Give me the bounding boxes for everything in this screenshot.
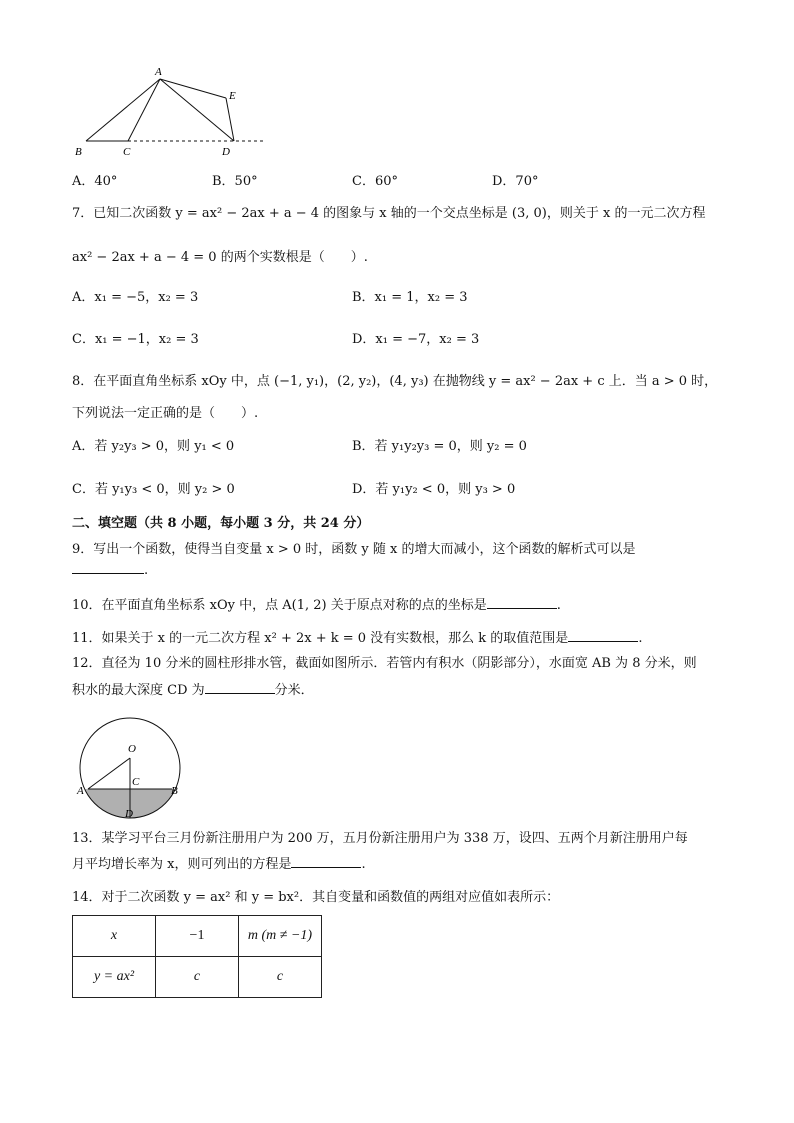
q13-line2-head: 月平均增长率为 x，则可列出的方程是 (72, 857, 292, 872)
q6-option-d: D．70° (492, 174, 539, 189)
q7-option-d: D．x₁ = −7，x₂ = 3 (352, 332, 480, 347)
q7-option-a: A．x₁ = −5，x₂ = 3 (72, 290, 199, 305)
table-cell: y = ax² (73, 957, 156, 998)
table-cell: c (239, 957, 322, 998)
q10-answer-blank[interactable] (487, 595, 557, 609)
label-B: B (75, 146, 82, 158)
q12-line1: 12．直径为 10 分米的圆柱形排水管，截面如图所示．若管内有积水（阴影部分），水面宽 AB 为 8 分米，则 (72, 656, 697, 671)
q10-tail: . (556, 598, 561, 613)
q8-line2: 下列说法一定正确的是（ ）. (72, 406, 259, 421)
q6-option-b: B．50° (212, 174, 258, 189)
q8-line1: 8．在平面直角坐标系 xOy 中，点 (−1, y₁)，(2, y₂)，(4, y₃) 在抛物线 y = ax² − 2ax + c 上．当 a > 0 时， (72, 374, 718, 389)
label-C: C (123, 146, 131, 158)
q8-option-c: C．若 y₁y₃ < 0，则 y₂ > 0 (72, 482, 235, 497)
q11-text: 11．如果关于 x 的一元二次方程 x² + 2x + k = 0 没有实数根，那么 k 的取值范围是 (72, 631, 569, 646)
table-cell: −1 (156, 916, 239, 957)
q12-line2 (72, 679, 314, 698)
q7-line2: ax² − 2ax + a − 4 = 0 的两个实数根是（ ）. (72, 250, 368, 265)
q13-line2-tail: . (361, 857, 366, 872)
label-O: O (128, 743, 136, 755)
q11-answer-blank[interactable] (568, 628, 638, 642)
q9-answer-blank[interactable] (72, 560, 144, 574)
section-heading: 二、填空题（共 8 小题，每小题 3 分，共 24 分） (72, 516, 370, 531)
label-E: E (229, 90, 236, 102)
q13-line2 (72, 853, 366, 872)
q14-table (72, 915, 322, 998)
label-B: B (171, 785, 178, 797)
q6-option-a: A．40° (72, 174, 118, 189)
q11-tail: . (638, 631, 643, 646)
table-cell: x (73, 916, 156, 957)
q9-line1: 9．写出一个函数，使得当自变量 x > 0 时，函数 y 随 x 的增大而减小，这个函数的解析式可以是 (72, 542, 636, 557)
q7-option-c: C．x₁ = −1，x₂ = 3 (72, 332, 199, 347)
q10-text: 10．在平面直角坐标系 xOy 中，点 A(1, 2) 关于原点对称的点的坐标是 (72, 598, 487, 613)
table-cell: c (156, 957, 239, 998)
table-row (73, 916, 322, 957)
water-region (70, 789, 220, 824)
q13-answer-blank[interactable] (291, 854, 361, 868)
label-D: D (222, 146, 230, 158)
q10-line (72, 594, 561, 613)
pipe-cross-section-figure (70, 702, 220, 824)
q8-option-b: B．若 y₁y₂y₃ = 0，则 y₂ = 0 (352, 439, 527, 454)
q8-option-d: D．若 y₁y₂ < 0，则 y₃ > 0 (352, 482, 516, 497)
q7-line1: 7．已知二次函数 y = ax² − 2ax + a − 4 的图象与 x 轴的一个交点坐标是 (3, 0)，则关于 x 的一元二次方程 (72, 206, 706, 221)
q13-line1: 13．某学习平台三月份新注册用户为 200 万，五月份新注册用户为 338 万，设四、五两个月新注册用户每 (72, 831, 688, 846)
quadrilateral-figure (70, 62, 280, 162)
q7-option-b: B．x₁ = 1，x₂ = 3 (352, 290, 468, 305)
label-A: A (77, 785, 84, 797)
q12-line2-head: 积水的最大深度 CD 为 (72, 683, 205, 698)
q9-line2 (72, 560, 148, 578)
label-A: A (155, 66, 162, 78)
label-D: D (125, 808, 133, 820)
q11-line (72, 627, 642, 646)
q12-line2-tail: 分米． (274, 683, 314, 698)
table-cell: m (m ≠ −1) (239, 916, 322, 957)
q14-text: 14．对于二次函数 y = ax² 和 y = bx²．其自变量和函数值的两组对应值如表所示： (72, 890, 560, 905)
q6-option-c: C．60° (352, 174, 398, 189)
q9-line2-tail: . (144, 563, 149, 578)
q8-option-a: A．若 y₂y₃ > 0，则 y₁ < 0 (72, 439, 235, 454)
label-C: C (132, 776, 140, 788)
table-row (73, 957, 322, 998)
q12-answer-blank[interactable] (205, 680, 275, 694)
